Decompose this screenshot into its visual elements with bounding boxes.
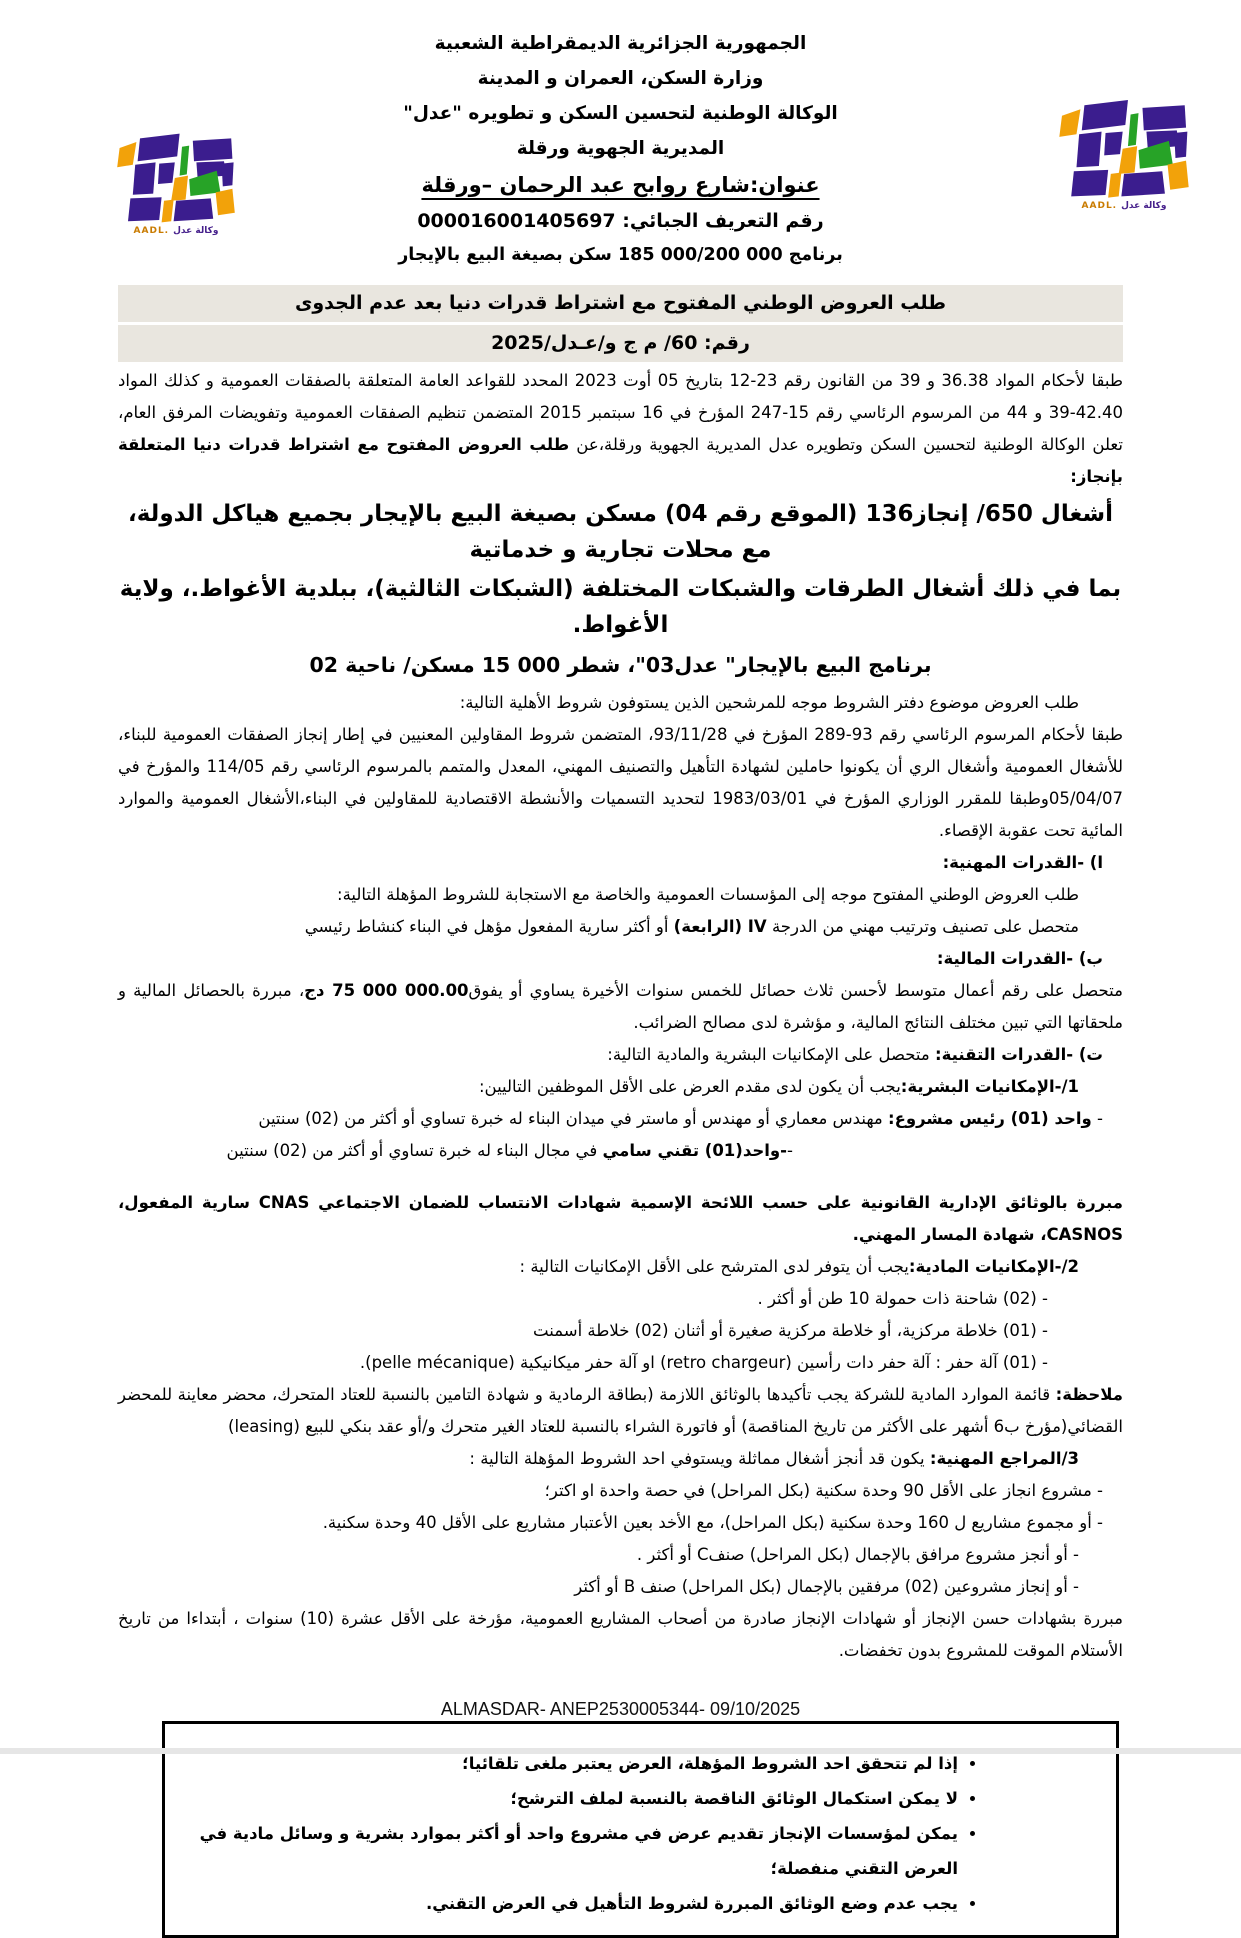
eligibility-intro: طلب العروض موضوع دفتر الشروط موجه للمرشحين الذين يستوفون شروط الأهلية التالية: [459,693,1079,712]
logo-caption-latin: AADL. [1081,200,1118,211]
conditions-list [183,1746,1116,1921]
anep-footer-line: ALMASDAR- ANEP2530005344- 09/10/2025 [440,1699,801,1719]
program-line: برنامج 185 000/200 000 سكن بصيغة البيع بالإيجار [398,245,843,265]
logo-caption-arabic: وكالة عدل [1121,200,1167,211]
tax-id-line [118,204,1123,239]
header-line: الجمهورية الجزائرية الديمقراطية الشعبية [434,33,807,54]
tax-id-label: رقم التعريف الجبائي: [615,210,824,232]
condition-item: • يمكن لمؤسسات الإنجاز تقديم عرض في مشروع واحد أو أكثر بموارد بشرية و وسائل مادية في العرض التقني منفصلة؛ [183,1816,958,1886]
mixer-item: - (01) خلاطة مركزية، أو خلاطة مركزية صغيرة أو أثنان (02) خلاطة أسمنت [533,1321,1048,1340]
notice-title-bar: طلب العروض الوطني المفتوح مع اشتراط قدرات دنيا بعد عدم الجدوى [118,285,1123,322]
reference-160-units-item: - أو مجموع مشاريع ل 160 وحدة سكنية (بكل المراحل)، مع الأخد بعين الأعتبار مشاريع على الأقل 40 وحدة سكنية. [322,1513,1103,1532]
program-tranche-line: برنامج البيع بالإيجار" عدل03"، شطر 15 000 مسكن/ ناحية 02 [309,653,932,677]
financial-capacities-text: متحصل على رقم أعمال متوسط لأحسن ثلاث حصائل للخمس سنوات الأخيرة يساوي أو يفوق75 000 000.00 دج، مبررة بالحصائل المالية و ملحقاتها التي تبين مختلف النتائج المالية، و مؤشرة لدى مصالح الضرائب. [118,981,1123,1032]
logo-caption [1058,201,1190,211]
qualification-decree-paragraph: طبقا لأحكام المرسوم الرئاسي رقم 93-289 المؤرخ في 93/11/28، المتضمن شروط المقاولين المعنيين في إطار إنجاز الصفقات العمومية للبناء، للأشغال العمومية وأشغال الري أن يكونوا حاملين لشهادة التأهيل والتصنيف المهني، المعدل والمتمم بالمرسوم الرئاسي رقم 114/05 والمؤرخ في 05/04/07وطبقا للمقرر الوزاري المؤرخ في 1983/03/01 لتحديد التسميات والأنشطة الاقتصادية للمقاولين في البناء،الأشغال العمومية والموارد المائية تحت عقوبة الإقصاء. [118,725,1124,840]
document-body [118,365,1123,1667]
aadl-logo-right [1058,96,1190,211]
address-line [118,166,1123,204]
address-value: شارع روابح عبد الرحمان –ورقلة [421,173,750,197]
aadl-logo-icon [116,130,236,224]
logo-caption [116,226,236,236]
material-resources-heading: 2/-الإمكانيات المادية:يجب أن يتوفر لدى المترشح على الأقل الإمكانيات التالية : [519,1257,1079,1276]
aadl-logo-left [116,130,236,236]
notice-number-bar: رقم: 60/ م ج و/عـدل/2025 [118,325,1123,362]
condition-item: • يجب عدم وضع الوثائق المبررة لشروط التأهيل في العرض التقني. [183,1886,958,1921]
professional-references-heading: 3/المراجع المهنية: يكون قد أنجز أشغال مماثلة ويستوفي احد الشروط المؤهلة التالية : [469,1449,1079,1468]
page-bottom-strip [0,1748,1241,1754]
logo-caption-arabic: وكالة عدل [173,225,219,236]
professional-capacities-text: طلب العروض الوطني المفتوح موجه إلى المؤسسات العمومية والخاصة مع الاستجابة للشروط المؤهلة التالية: [337,885,1079,904]
classification-requirement: متحصل على تصنيف وترتيب مهني من الدرجة IV (الرابعة) أو أكثر سارية المفعول مؤهل في البناء كنشاط رئيسي [304,917,1079,936]
senior-technician-item: --واحد(01) تقني سامي في مجال البناء له خبرة تساوي أو أكثر من (02) سنتين [226,1141,793,1160]
condition-item: • لا يمكن استكمال الوثائق الناقصة بالنسبة لملف الترشح؛ [183,1781,958,1816]
technical-capacities-heading: ت) -القدرات التقنية: متحصل على الإمكانيات البشرية والمادية التالية: [607,1045,1103,1064]
project-title-line-2: بما في ذلك أشغال الطرقات والشبكات المختلفة (الشبكات الثالثية)، ببلدية الأغواط.، ولاية الأغواط. [119,576,1122,638]
document-header [118,26,1123,166]
references-justification-paragraph: مبررة بشهادات حسن الإنجاز أو شهادات الإنجاز صادرة من أصحاب المشاريع العمومية، مؤرخة على الأقل عشرة (10) سنوات ، أبتداءا من تاريخ الأستلام الموقت للمشروع بدون تخفضات. [118,1609,1124,1660]
header-line: وزارة السكن، العمران و المدينة [477,68,764,89]
reference-class-c-item: - أو أنجز مشروع مرافق بالإجمال (بكل المراحل) صنفC أو أكثر . [636,1545,1079,1564]
human-resources-heading: 1/-الإمكانيات البشرية:يجب أن يكون لدى مقدم العرض على الأقل الموظفين التاليين: [478,1077,1079,1096]
address-label: عنوان: [749,173,820,197]
logo-caption-latin: AADL. [133,225,170,236]
reference-90-units-item: - مشروع انجاز على الأقل 90 وحدة سكنية (بكل المراحل) في حصة واحدة او اكتر؛ [544,1481,1103,1500]
excavator-item: - (01) آلة حفر : آلة حفر دات رأسين (retro chargeur) او آلة حفر ميكانيكية (pelle mécanique). [359,1353,1048,1372]
project-title-line-1: أشغال 650/ إنجاز136 (الموقع رقم 04) مسكن بصيغة البيع بالإيجار بجميع هياكل الدولة، مع محلات تجارية و خدماتية [128,501,1113,563]
note-paragraph: ملاحظة: قائمة الموارد المادية للشركة يجب تأكيدها بالوثائق اللازمة (بطاقة الرمادية و شهادة التامين بالنسبة للعتاد المتحرك، محضر معاينة للمحضر القضائي(مؤرخ ب6 أشهر على الأكثر من تاريخ المناقصة) أو فاتورة الشراء بالنسبة للعتاد الغير متحرك و/أو عقد بنكي للبيع (leasing) [118,1385,1123,1436]
hr-justification-paragraph: مبررة بالوثائق الإدارية القانونية على حسب اللائحة الإسمية شهادات الانتساب للضمان الاجتماعي CNAS سارية المفعول، CASNOS، شهادة المسار المهني. [118,1193,1123,1244]
reference-class-b-item: - أو إنجاز مشروعين (02) مرفقين بالإجمال (بكل المراحل) صنف B أو أكثر [574,1577,1079,1596]
trucks-item: - (02) شاحنة ذات حمولة 10 طن أو أكثر . [757,1289,1048,1308]
legal-intro-paragraph: طبقا لأحكام المواد 36.38 و 39 من القانون رقم 23-12 بتاريخ 05 أوت 2023 المحدد للقواعد العامة المتعلقة بالصفقات العمومية و كذلك المواد 42.40-39 و 44 من المرسوم الرئاسي رقم 15-247 المؤرخ في 16 سبتمبر 2015 المتضمن تنظيم الصفقات العمومية وتفويضات المرفق العام، تعلن الوكالة الوطنية لتحسين السكن وتطويره عدل المديرية الجهوية ورقلة،عن طلب العروض المفتوح مع اشتراط قدرات دنيا المتعلقة بإنجاز: [118,371,1124,486]
condition-item: • إذا لم تتحقق احد الشروط المؤهلة، العرض يعتبر ملغى تلقائيا؛ [183,1746,958,1781]
project-manager-item: - واحد (01) رئيس مشروع: مهندس معماري أو مهندس أو ماستر في ميدان البناء له خبرة تساوي أو أكثر من (02) سنتين [258,1109,1103,1128]
header-line: الوكالة الوطنية لتحسين السكن و تطويره "عدل" [403,103,838,124]
financial-capacities-heading: ب) -القدرات المالية: [936,949,1103,968]
professional-capacities-heading: ا) -القدرات المهنية: [942,853,1103,872]
tax-id-value: 000016001405697 [417,210,616,232]
aadl-logo-icon [1058,96,1190,199]
header-line: المديرية الجهوية ورقلة [516,138,725,159]
